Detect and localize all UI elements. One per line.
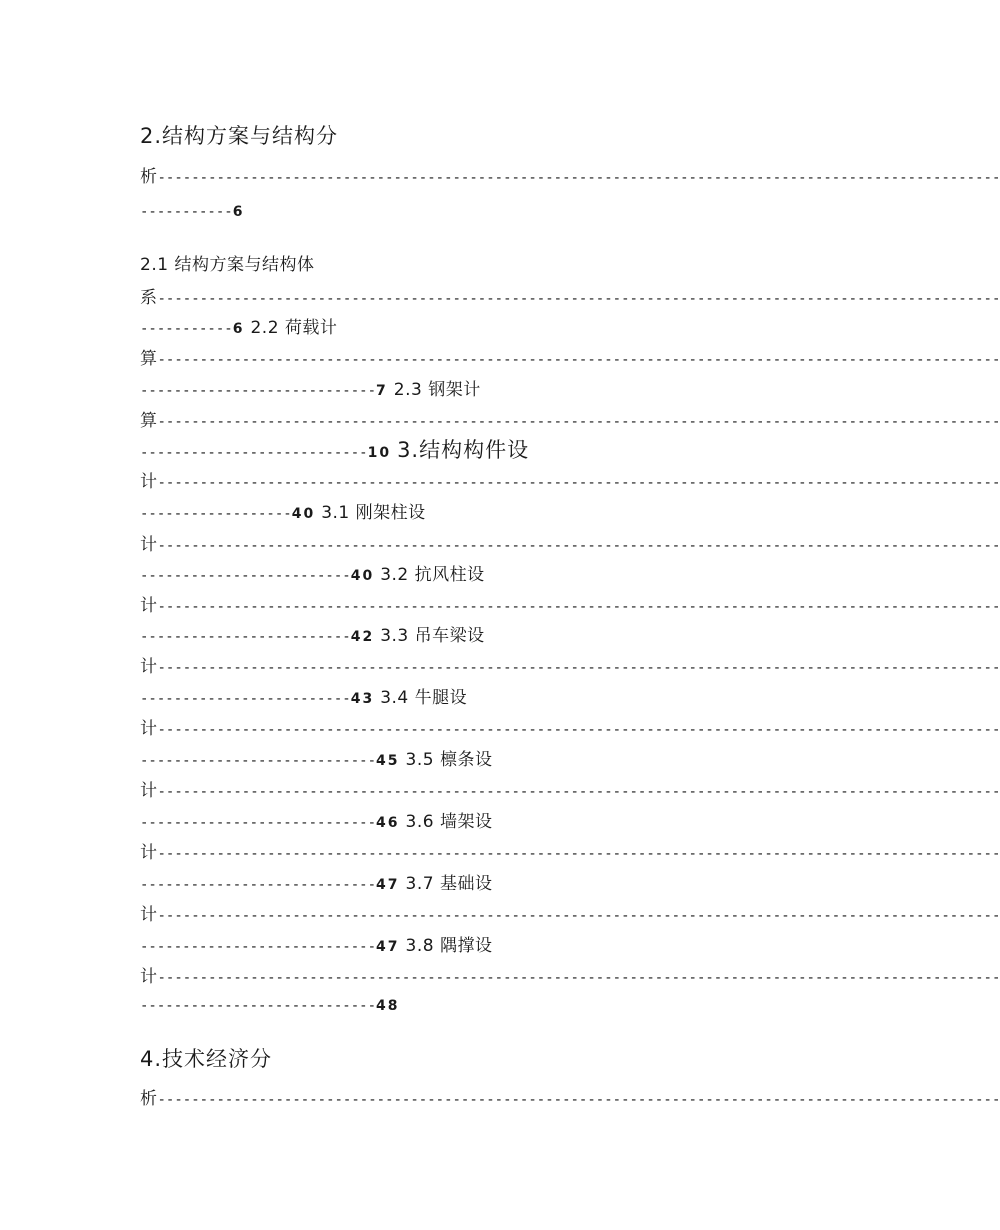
toc-entry-4-tail: 析 <box>140 1089 158 1109</box>
dot-leader: ---------------------------------------------------------------------------------------------------- <box>157 414 1000 430</box>
toc-entry-3-leader <box>140 467 1000 492</box>
toc-entry-3-6-tail: 计 <box>140 843 158 863</box>
toc-entry-3-3-page: 43 <box>350 691 375 707</box>
dot-leader: ---------------------------------------------------------------------------------------------------- <box>157 722 1000 738</box>
toc-entry-3-6-leader <box>140 838 1000 863</box>
toc-entry-3-title: 3.结构构件设 <box>397 438 530 462</box>
dot-leader: ------------------------- <box>140 629 351 645</box>
toc-entry-2-1-page: 6 <box>232 321 245 337</box>
toc-entry-3-1-leader <box>140 530 1000 555</box>
dot-leader: ---------------------------- <box>140 939 377 955</box>
dot-leader: ---------------------------------------------------------------------------------------------------- <box>157 538 1000 554</box>
dot-leader: ---------------------------------------------------------------------------------------------------- <box>157 970 1000 986</box>
toc-entry-3-8-leader <box>140 962 1000 987</box>
toc-entry-3-5-tail: 计 <box>140 781 158 801</box>
dot-leader: ---------------------------------------------------------------------------------------------------- <box>157 352 1000 368</box>
toc-entry-2-2-tail: 算 <box>140 349 158 369</box>
dot-leader: ------------------------- <box>140 691 351 707</box>
dot-leader: ----------- <box>140 204 233 220</box>
toc-entry-2-3-page-line <box>140 434 529 464</box>
toc-entry-3-3-page-line <box>140 683 467 708</box>
toc-entry-3-5-page: 46 <box>376 815 400 831</box>
dot-leader: ----------- <box>140 321 233 337</box>
toc-entry-3-5-title: 3.5 檩条设 <box>405 750 493 770</box>
dot-leader: ---------------------------------------------------------------------------------------------------- <box>157 599 1000 615</box>
toc-entry-3-page-line <box>140 498 426 523</box>
toc-entry-3-3-title: 3.3 吊车梁设 <box>380 626 485 646</box>
toc-entry-3-7-leader <box>140 900 1000 925</box>
toc-entry-2-3-title: 2.3 钢架计 <box>393 380 481 400</box>
toc-entry-3-tail: 计 <box>140 472 158 492</box>
toc-entry-3-page: 40 <box>291 506 316 522</box>
toc-entry-2-title: 2.结构方案与结构分 <box>140 124 339 148</box>
toc-entry-3-4-page-line <box>140 745 492 770</box>
toc-entry-3-2-title: 3.2 抗风柱设 <box>380 565 485 585</box>
toc-entry-3-3-leader <box>140 652 1000 677</box>
toc-entry-3-8-tail: 计 <box>140 967 158 987</box>
dot-leader: ---------------------------------------------------------------------------------------------------- <box>157 475 1000 491</box>
toc-entry-3-4-title: 3.4 牛腿设 <box>380 688 468 708</box>
toc-entry-2-3-leader <box>140 406 1000 431</box>
toc-entry-2-tail: 析 <box>140 167 158 187</box>
toc-entry-3-4-tail: 计 <box>140 719 158 739</box>
dot-leader: ---------------------------------------------------------------------------------------------------- <box>157 660 1000 676</box>
dot-leader: ---------------------------- <box>140 383 377 399</box>
dot-leader: ---------------------------------------------------------------------------------------------------- <box>157 291 1000 307</box>
toc-entry-3-7-title: 3.7 基础设 <box>405 874 493 894</box>
toc-entry-2-1-tail: 系 <box>140 288 158 308</box>
toc-entry-2-2-page-line <box>140 375 481 400</box>
toc-entry-3-5-page-line <box>140 807 492 832</box>
toc-entry-4-leader <box>140 1084 1000 1109</box>
toc-entry-2-1-page-line <box>140 313 337 338</box>
toc-entry-3-3-tail: 计 <box>140 657 158 677</box>
toc-entry-4-title: 4.技术经济分 <box>140 1047 273 1071</box>
toc-entry-3-1-page-line <box>140 560 485 585</box>
dot-leader: ---------------------------- <box>140 815 377 831</box>
toc-entry-3-2-page: 42 <box>350 629 375 645</box>
dot-leader: ------------------------- <box>140 568 351 584</box>
toc-entry-3-5-leader <box>140 776 1000 801</box>
toc-entry-3-2-tail: 计 <box>140 596 158 616</box>
toc-entry-2-3-tail: 算 <box>140 411 158 431</box>
dot-leader: ------------------ <box>140 506 292 522</box>
toc-entry-3-6-page-line <box>140 869 492 894</box>
toc-entry-3-4-page: 45 <box>376 753 400 769</box>
toc-entry-2-page-line <box>140 201 250 221</box>
dot-leader: ---------------------------------------------------------------------------------------------------- <box>157 846 1000 862</box>
toc-entry-2-1-leader <box>140 283 1000 308</box>
dot-leader: ---------------------------------------------------------------------------------------------------- <box>157 170 1000 186</box>
toc-entry-3-7-tail: 计 <box>140 905 158 925</box>
toc-entry-3-6-page: 47 <box>376 877 400 893</box>
toc-entry-2-3-page: 10 <box>367 445 392 461</box>
dot-leader: --------------------------- <box>140 445 368 461</box>
toc-entry-2-2-leader <box>140 344 1000 369</box>
dot-leader: ---------------------------------------------------------------------------------------------------- <box>157 908 1000 924</box>
toc-entry-2-leader <box>140 162 1000 187</box>
toc-entry-3-6-title: 3.6 墙架设 <box>405 812 493 832</box>
toc-entry-3-1-page: 40 <box>350 568 375 584</box>
toc-entry-3-8-page-line <box>140 995 406 1015</box>
toc-entry-3-7-page: 47 <box>376 939 400 955</box>
toc-entry-3-4-leader <box>140 714 1000 739</box>
dot-leader: ---------------------------- <box>140 753 377 769</box>
toc-entry-2-2-title: 2.2 荷载计 <box>250 318 338 338</box>
toc-entry-3-8-page: 48 <box>376 998 400 1014</box>
dot-leader: ---------------------------- <box>140 877 377 893</box>
toc-entry-3-8-title: 3.8 隅撑设 <box>405 936 493 956</box>
toc-entry-3-2-page-line <box>140 621 485 646</box>
dot-leader: ---------------------------------------------------------------------------------------------------- <box>157 784 1000 800</box>
toc-entry-2-2-page: 7 <box>376 383 388 399</box>
toc-entry-3-1-title: 3.1 刚架柱设 <box>321 503 426 523</box>
dot-leader: ---------------------------- <box>140 998 377 1014</box>
toc-entry-2-1-title: 2.1 结构方案与结构体 <box>140 255 315 275</box>
toc-entry-3-2-leader <box>140 591 1000 616</box>
toc-entry-2-page: 6 <box>232 204 245 220</box>
toc-entry-3-7-page-line <box>140 931 492 956</box>
toc-entry-3-1-tail: 计 <box>140 535 158 555</box>
dot-leader: ---------------------------------------------------------------------------------------------------- <box>157 1092 1000 1108</box>
